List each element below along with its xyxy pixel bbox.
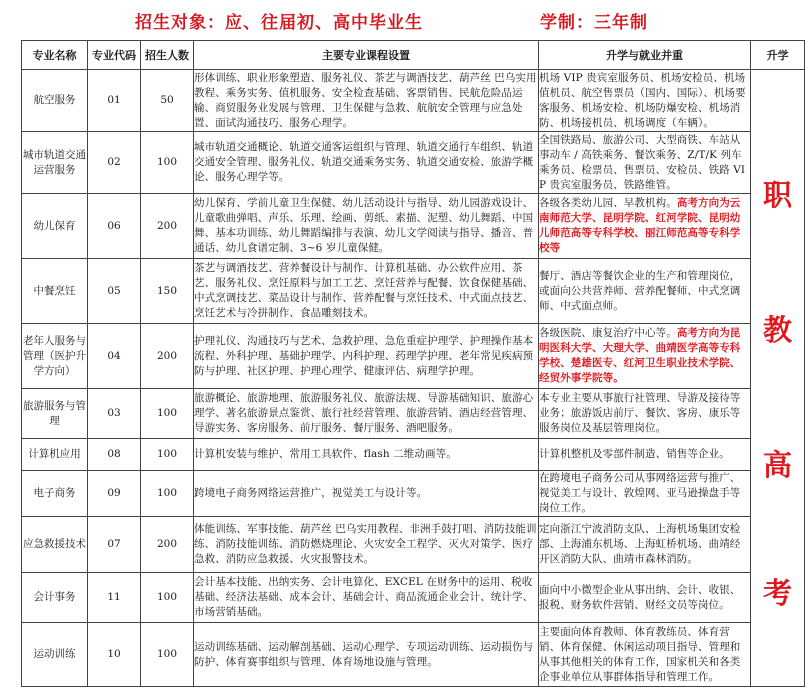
enrollment-target-title: 招生对象：应、往届初、高中毕业生	[135, 13, 423, 33]
enrollment-count: 100	[141, 623, 194, 687]
employment-text: 餐厅、酒店等餐饮企业的生产和管理岗位，或面向公共营养师、营养配餐师、中式烹调师、中式面点师。	[539, 269, 741, 312]
employment-text: 主要面向体育教师、体育教练员、体育营销、体育保健、休闲运动项目指导、管理和从事其他相关的体育工作，国家机关和各类企事业单位从事群体指导和管理工作。	[539, 625, 741, 683]
vocational-gaokao-label	[751, 70, 804, 686]
enrollment-count: 100	[141, 132, 194, 194]
study-duration-title: 学制：三年制	[540, 13, 648, 33]
employment-info	[539, 517, 751, 573]
enrollment-count: 100	[141, 573, 194, 623]
course-list: 城市轨道交通概论、轨道交通客运组织与管理、轨道交通行车组织、轨道交通安全管理、服务礼仪、轨道交通乘务实务、轨道交通安检、旅游学概论、服务心理学等。	[194, 132, 539, 194]
employment-info	[539, 259, 751, 324]
program-name: 应急救援技术	[22, 517, 88, 573]
gaokao-direction: 高考方向为昆明医科大学、大理大学、曲靖医学高等专科学校、楚雄医专、红河卫生职业技术学院、经贸外事学院等。	[539, 327, 741, 384]
enrollment-count: 200	[141, 194, 194, 259]
employment-text: 全国铁路局、旅游公司、大型商铁、车站从事动车 / 高铁乘务、餐饮乘务、Z/T/K 列车乘务员、检票员、售票员、安检员、铁路 VIP 贵宾室服务员、铁路维管。	[539, 133, 746, 191]
enrollment-count: 100	[141, 471, 194, 517]
employment-text: 在跨境电子商务公司从事网络运营与推广、视觉美工与设计、敦煌网、亚马逊操盘手等岗位工作。	[539, 472, 741, 514]
table-row	[22, 517, 805, 573]
table-row	[22, 70, 805, 132]
program-code: 07	[88, 517, 141, 573]
header-main-courses: 主要专业课程设置	[194, 41, 539, 70]
program-code: 05	[88, 259, 141, 324]
header-further-study: 升学	[751, 41, 805, 70]
enrollment-count: 200	[141, 517, 194, 573]
program-code: 03	[88, 389, 141, 439]
program-code: 02	[88, 132, 141, 194]
side-label-cell	[751, 70, 805, 687]
employment-text: 计算机整机及零部件制造、销售等企业。	[539, 448, 730, 460]
program-code: 08	[88, 439, 141, 471]
employment-info	[539, 324, 751, 389]
employment-info	[539, 573, 751, 623]
program-name: 电子商务	[22, 471, 88, 517]
program-code: 10	[88, 623, 141, 687]
course-list: 会计基本技能、出纳实务、会计电算化、EXCEL 在财务中的运用、税收基础、经济法基础、成本会计、基础会计、商品流通企业会计、统计学、市场营销基础。	[194, 573, 539, 623]
header-further-study-employment: 升学与就业并重	[539, 41, 751, 70]
employment-text: 各级各类幼儿园、早教机构。	[539, 197, 677, 209]
employment-info	[539, 623, 751, 687]
employment-info	[539, 194, 751, 259]
header-enrollment-count: 招生人数	[141, 41, 194, 70]
employment-text: 本专业主要从事旅行社管理、导游及接待等业务；旅游饭店前厅、餐饮、客房、康乐等服务岗位及基层管理岗位。	[539, 392, 741, 434]
program-name: 旅游服务与管理	[22, 389, 88, 439]
program-name: 幼儿保育	[22, 194, 88, 259]
table-row	[22, 471, 805, 517]
table-row	[22, 132, 805, 194]
side-label-char: 高	[762, 448, 792, 482]
program-name: 中餐烹饪	[22, 259, 88, 324]
enrollment-count: 150	[141, 259, 194, 324]
enrollment-count: 200	[141, 324, 194, 389]
course-list: 形体训练、职业形象塑造、服务礼仪、茶艺与调酒技艺、葫芦丝 巴乌实用教程、乘务实务、值机服务、安全检查基础、客票销售、民航危险品运输、商贸服务业发展与管理、卫生保健与急救、航航安全管理与应急处置、面试沟通技巧、服务心理学。	[194, 70, 539, 132]
program-code: 11	[88, 573, 141, 623]
course-list: 运动训练基础、运动解剖基础、运动心理学、专项运动训练、运动损伤与防护、体育赛事组织与管理、体育场地设施与管理。	[194, 623, 539, 687]
table-row	[22, 623, 805, 687]
program-code: 09	[88, 471, 141, 517]
program-name: 城市轨道交通运营服务	[22, 132, 88, 194]
employment-text: 各级医院、康复治疗中心等。	[539, 327, 677, 339]
course-list: 旅游概论、旅游地理、旅游服务礼仪、旅游法规、导游基础知识、旅游心理学、著名旅游景点鉴赏、旅行社经营管理、旅游营销、酒店经营管理、导游实务、客房服务、前厅服务、餐厅服务、酒吧服务。	[194, 389, 539, 439]
employment-text: 面向中小微型企业从事出纳、会计、收银、报税、财务软件营销、财经文员等岗位。	[539, 583, 741, 611]
table-row	[22, 439, 805, 471]
table-row	[22, 324, 805, 389]
table-row	[22, 259, 805, 324]
program-code: 06	[88, 194, 141, 259]
table-row	[22, 389, 805, 439]
program-name: 计算机应用	[22, 439, 88, 471]
program-code: 01	[88, 70, 141, 132]
employment-text: 定向浙江宁波消防支队、上海机场集团安检部、上海浦东机场、上海虹桥机场、曲靖经开区消防大队、曲靖市森林消防。	[539, 523, 741, 565]
side-label-char: 考	[762, 576, 792, 610]
course-list: 幼儿保育、学前儿童卫生保健、幼儿活动设计与指导、幼儿园游戏设计、儿童歌曲弹唱、声乐、乐理、绘画、剪纸、素描、泥塑、幼儿舞蹈、中国舞、基本功训练、幼儿舞蹈编排与表演、幼儿文学阅读与指导、播音、普通话、幼儿食谱定制、3~6 岁儿童保健。	[194, 194, 539, 259]
employment-text: 机场 VIP 贵宾室服务员、机场安检员、机场值机员、航空售票员（国内、国际）、机场要客服务、机场安检、机场防爆安检、机场消防、机场接机员、机场调度（车辆）。	[539, 71, 746, 129]
programs-table	[21, 40, 805, 687]
employment-info	[539, 439, 751, 471]
gaokao-direction: 高考方向为云南师范大学、昆明学院、红河学院、昆明幼儿师范高等专科学校、丽江师范高等专科学校等	[539, 197, 741, 254]
program-name: 会计事务	[22, 573, 88, 623]
course-list: 跨境电子商务网络运营推广，视觉美工与设计等。	[194, 471, 539, 517]
program-name: 航空服务	[22, 70, 88, 132]
enrollment-count: 50	[141, 70, 194, 132]
course-list: 护理礼仪、沟通技巧与艺术、急救护理、急危重症护理学、护理操作基本流程、外科护理、基础护理学、内科护理、药理学护理、老年常见疾病预防与护理、社区护理、护理心理学、健康评估、病理学护理。	[194, 324, 539, 389]
employment-info	[539, 132, 751, 194]
table-row	[22, 194, 805, 259]
header-program-name: 专业名称	[22, 41, 88, 70]
program-code: 04	[88, 324, 141, 389]
table-row	[22, 573, 805, 623]
course-list: 茶艺与调酒技艺、营养餐设计与制作、计算机基础、办公软件应用、茶艺、服务礼仪、烹饪原料与加工工艺、烹饪营养与配餐、饮食保健基础、中式烹调技艺、菜品设计与制作、营养配餐与烹饪技术、中式面点技艺、烹饪艺术与冷拼制作、食品雕刻技术。	[194, 259, 539, 324]
side-label-char: 职	[762, 178, 792, 212]
table-header-row	[22, 41, 805, 70]
enrollment-count: 100	[141, 389, 194, 439]
course-list: 计算机安装与维护、常用工具软件、flash 二维动画等。	[194, 439, 539, 471]
header-program-code: 专业代码	[88, 41, 141, 70]
program-name: 老年人服务与管理（医护升学方向）	[22, 324, 88, 389]
page-header	[0, 0, 809, 40]
enrollment-count: 100	[141, 439, 194, 471]
employment-info	[539, 70, 751, 132]
side-label-char: 教	[762, 313, 792, 347]
employment-info	[539, 389, 751, 439]
course-list: 体能训练、军事技能、葫芦丝 巴乌实用教程、非洲手鼓打唱、消防技能训练、消防技能训练、消防燃烧理论、火灾安全工程学、灭火对策学、医疗急救、消防应急救援、火灾报警技术。	[194, 517, 539, 573]
employment-info	[539, 471, 751, 517]
program-name: 运动训练	[22, 623, 88, 687]
